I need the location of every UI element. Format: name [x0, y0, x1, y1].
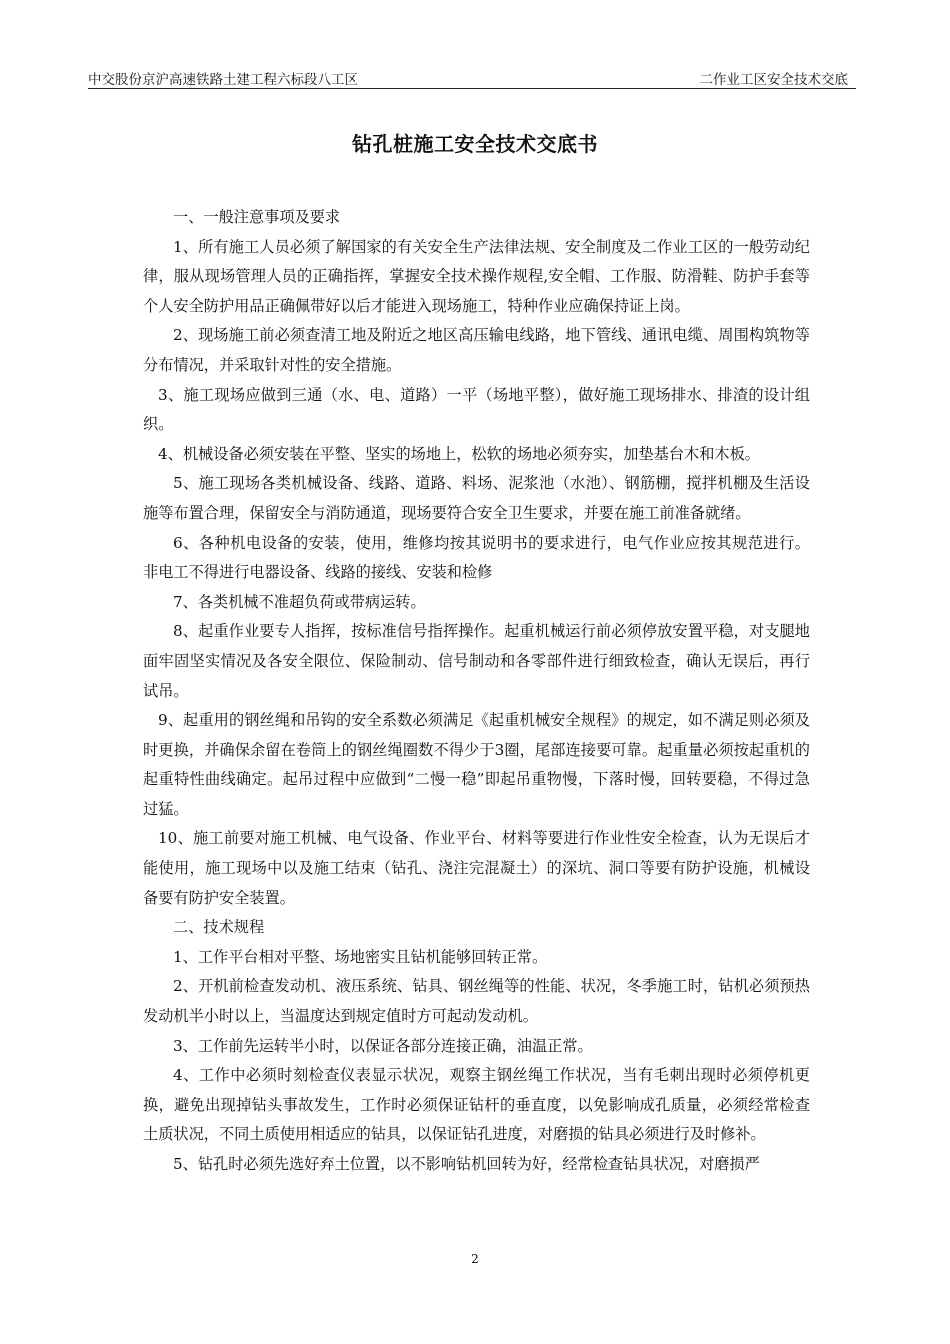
paragraph: 5、施工现场各类机械设备、线路、道路、料场、泥浆池（水池）、钢筋棚，搅拌机棚及生活设施等布置合理，保留安全与消防通道，现场要符合安全卫生要求，并要在施工前准备就绪。	[143, 474, 810, 522]
section-heading-technical: 二、技术规程	[173, 918, 265, 937]
paragraph: 4、工作中必须时刻检查仪表显示状况，观察主钢丝绳工作状况，当有毛刺出现时必须停机更换，避免出现掉钻头事故发生，工作时必须保证钻杆的垂直度，以免影响成孔质量，必须经常检查土质状况，不同土质使用相适应的钻具，以保证钻孔进度，对磨损的钻具必须进行及时修补。	[143, 1066, 810, 1144]
paragraph: 3、施工现场应做到三通（水、电、道路）一平（场地平整），做好施工现场排水、排渣的设计组织。	[143, 385, 810, 434]
page-number: 2	[471, 1252, 479, 1266]
paragraph: 6、各种机电设备的安装，使用，维修均按其说明书的要求进行，电气作业应按其规范进行。 非电工不得进行电器设备、线路的接线、安装和检修	[143, 533, 810, 582]
paragraph: 1、所有施工人员必须了解国家的有关安全生产法律法规、安全制度及二作业工区的一般劳动纪律，服从现场管理人员的正确指挥，掌握安全技术操作规程,安全帽、工作服、防滑鞋、防护手套等个人安全防护用品正确佩带好以后才能进入现场施工，特种作业应确保持证上岗。	[143, 237, 810, 315]
header-project-name: 中交股份京沪高速铁路土建工程六标段八工区	[88, 72, 358, 88]
section-heading-general: 一、一般注意事项及要求	[173, 208, 341, 226]
paragraph: 8、起重作业要专人指挥，按标准信号指挥操作。起重机械运行前必须停放安置平稳，对支腿地面牢固坚实情况及各安全限位、保险制动、信号制动和各零部件进行细致检查，确认无误后，再行试吊。	[143, 622, 810, 700]
paragraph: 10、施工前要对施工机械、电气设备、作业平台、材料等要进行作业性安全检查，认为无误后才能使用，施工现场中以及施工结束（钻孔、浇注完混凝土）的深坑、洞口等要有防护设施，机械设备要有防护安全装置。	[143, 829, 810, 907]
paragraph: 2、现场施工前必须查清工地及附近之地区高压输电线路，地下管线、通讯电缆、周围构筑物等分布情况，并采取针对性的安全措施。	[143, 326, 810, 374]
paragraph: 2、开机前检查发动机、液压系统、钻具、钢丝绳等的性能、状况，冬季施工时，钻机必须预热发动机半小时以上，当温度达到规定值时方可起动发动机。	[143, 977, 810, 1026]
page-header	[88, 66, 856, 89]
paragraph: 1、工作平台相对平整、场地密实且钻机能够回转正常。	[173, 947, 548, 966]
header-document-category: 二作业工区安全技术交底	[699, 72, 848, 88]
paragraph: 5、钻孔时必须先选好弃土位置，以不影响钻机回转为好，经常检查钻具状况，对磨损严	[173, 1155, 760, 1173]
paragraph: 7、各类机械不准超负荷或带病运转。	[173, 592, 426, 611]
document-title: 钻孔桩施工安全技术交底书	[352, 132, 598, 156]
paragraph: 9、起重用的钢丝绳和吊钩的安全系数必须满足《起重机械安全规程》的规定，如不满足则必须及时更换，并确保余留在卷筒上的钢丝绳圈数不得少于3圈，尾部连接要可靠。起重量必须按起重机的起重特性曲线确定。起吊过程中应做到“二慢一稳”即起吊重物慢，下落时慢，回转要稳，不得过急过猛。	[143, 711, 810, 818]
document-body	[143, 203, 810, 1180]
paragraph: 4、机械设备必须安装在平整、坚实的场地上，松软的场地必须夯实，加垫基台木和木板。	[158, 444, 760, 463]
paragraph: 3、工作前先运转半小时，以保证各部分连接正确，油温正常。	[173, 1036, 593, 1055]
